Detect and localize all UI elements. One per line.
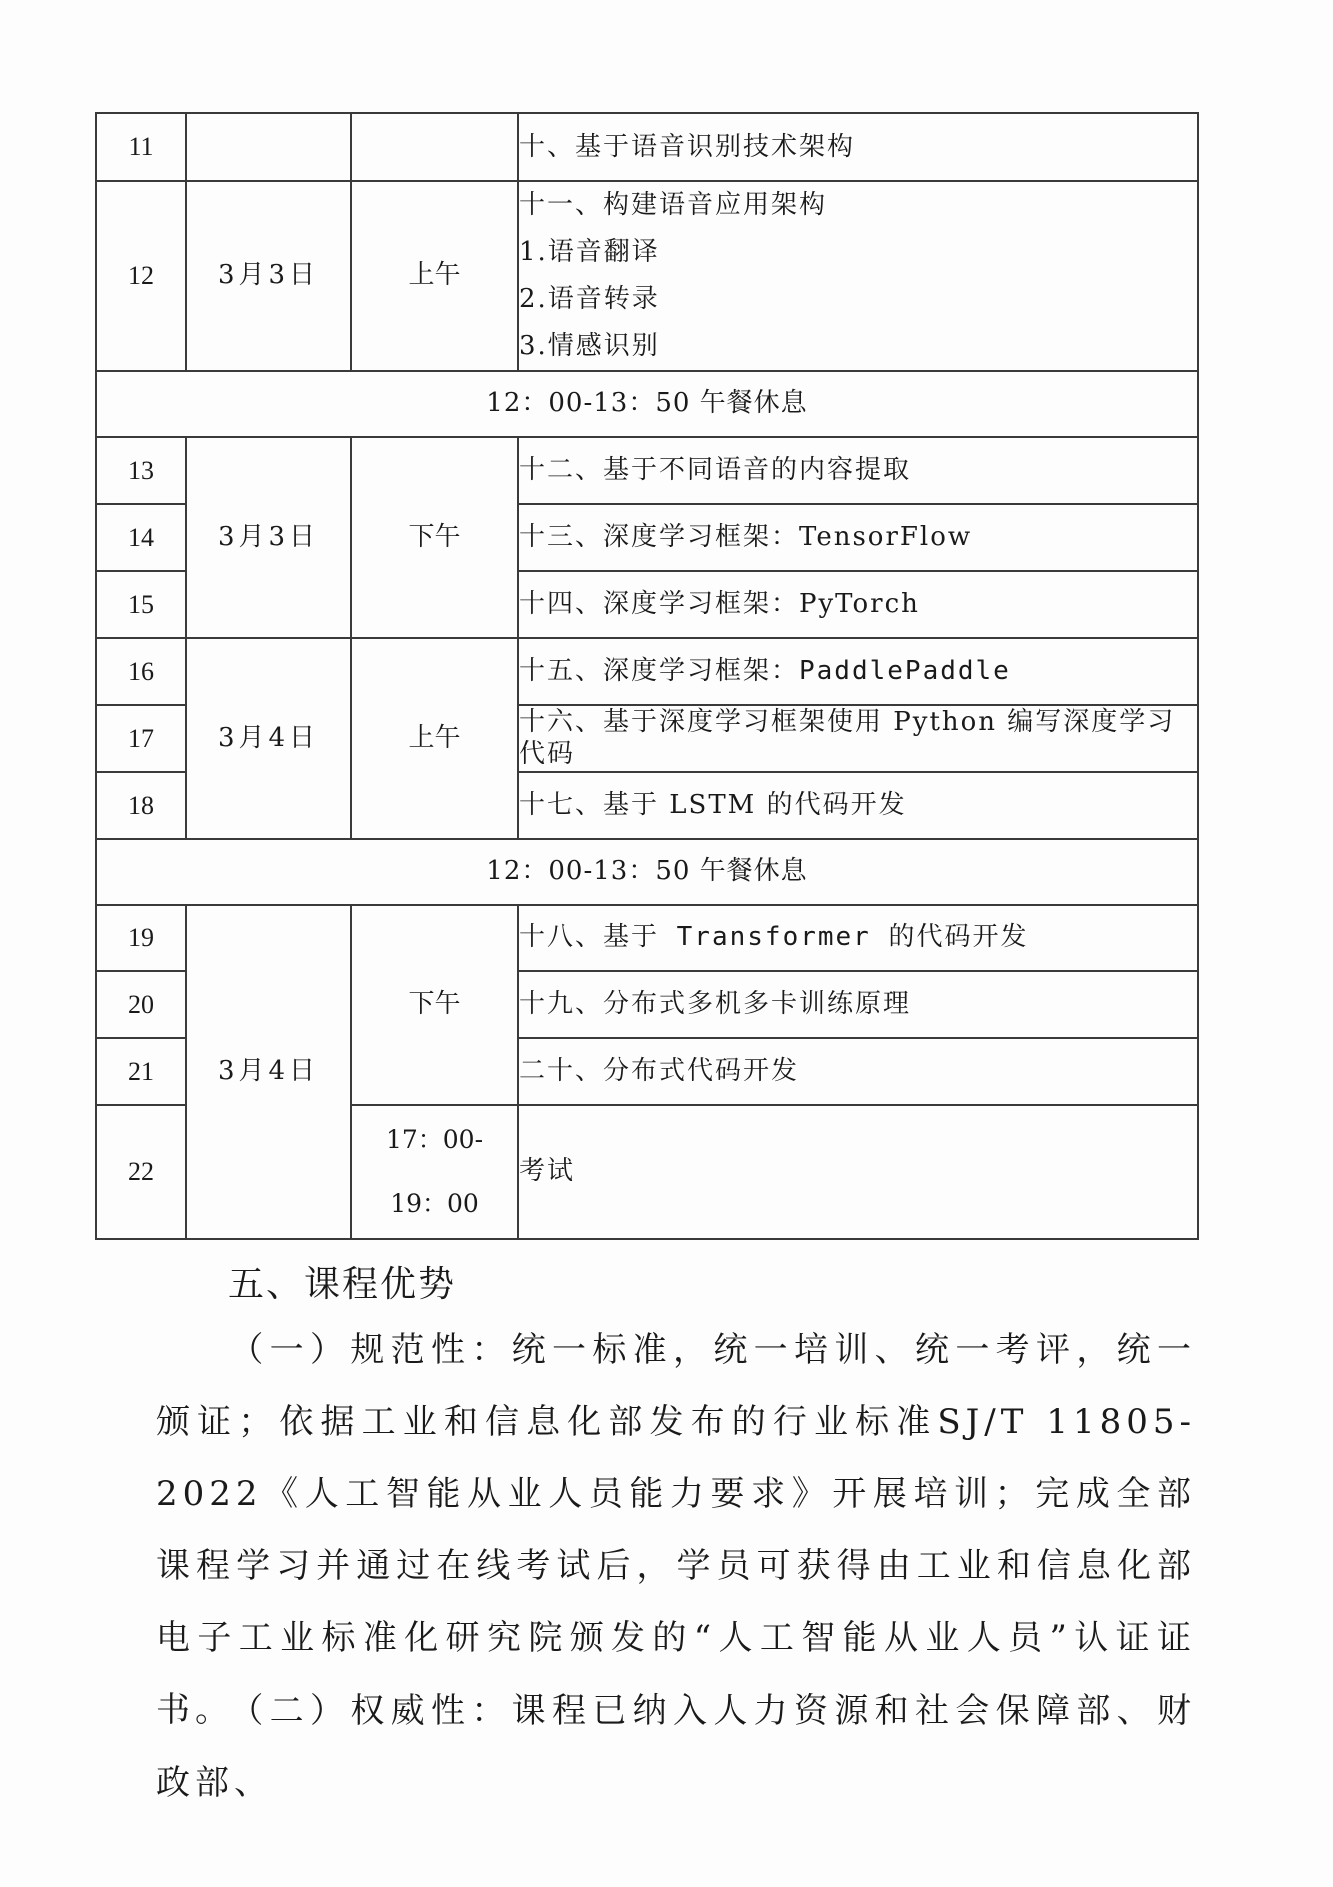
content-item: 十、基于语音识别技术架构 — [519, 131, 856, 162]
row-number: 12 — [96, 181, 186, 371]
period-cell: 下午 — [351, 905, 518, 1105]
row-number: 16 — [96, 638, 186, 705]
period-cell — [351, 113, 518, 181]
table-row — [96, 113, 1198, 181]
date-cell — [186, 113, 351, 181]
content-cell: 考试 — [518, 1105, 1198, 1239]
row-number: 21 — [96, 1038, 186, 1105]
content-cell — [518, 181, 1198, 371]
date-cell: 3月3日 — [186, 437, 351, 638]
row-number: 18 — [96, 772, 186, 839]
course-schedule-table — [95, 112, 1199, 1240]
date-cell: 3月4日 — [186, 905, 351, 1239]
content-cell: 十三、深度学习框架：TensorFlow — [518, 504, 1198, 571]
content-cell: 十六、基于深度学习框架使用 Python 编写深度学习代码 — [518, 705, 1198, 772]
table-row — [96, 905, 1198, 971]
content-item: 3.情感识别 — [519, 331, 660, 361]
table-row — [96, 437, 1198, 504]
row-number: 14 — [96, 504, 186, 571]
content-cell: 十二、基于不同语音的内容提取 — [518, 437, 1198, 504]
lunch-break-label: 12：00-13：50 午餐休息 — [96, 371, 1198, 437]
content-cell: 十四、深度学习框架：PyTorch — [518, 571, 1198, 638]
paragraph-text: （一）规范性：统一标准，统一培训、统一考评，统一颁证；依据工业和信息化部发布的行业标准SJ/T 11805-2022《人工智能从业人员能力要求》开展培训；完成全部课程学习并通过在线考试后，学员可获得由工业和信息化部电子工业标准化研究院颁发的“人工智能从业人员”认证证书。 — [156, 1330, 1196, 1730]
row-number: 20 — [96, 971, 186, 1038]
content-cell: 十五、深度学习框架：PaddlePaddle — [518, 638, 1198, 705]
row-number: 22 — [96, 1105, 186, 1239]
content-item: 十一、构建语音应用架构 — [519, 190, 828, 220]
row-number: 19 — [96, 905, 186, 971]
period-cell: 上午 — [351, 638, 518, 839]
table-row — [96, 638, 1198, 705]
paragraph — [156, 1675, 1196, 1819]
content-cell: 十七、基于 LSTM 的代码开发 — [518, 772, 1198, 839]
time-end: 19：00 — [390, 1189, 479, 1218]
date-cell: 3月3日 — [186, 181, 351, 371]
row-number: 13 — [96, 437, 186, 504]
paragraph-text: （二）权威性：课程已纳入人力资源和社会保障部、财政部、 — [156, 1691, 1196, 1803]
row-number: 11 — [96, 113, 186, 181]
content-cell — [518, 113, 1198, 181]
row-number: 17 — [96, 705, 186, 772]
time-start: 17：00- — [385, 1125, 484, 1154]
content-item: 1.语音翻译 — [519, 237, 660, 267]
date-cell: 3月4日 — [186, 638, 351, 839]
lunch-break-row — [96, 371, 1198, 437]
lunch-break-row — [96, 839, 1198, 905]
row-number: 15 — [96, 571, 186, 638]
content-cell: 十九、分布式多机多卡训练原理 — [518, 971, 1198, 1038]
period-cell: 上午 — [351, 181, 518, 371]
period-cell: 下午 — [351, 437, 518, 638]
lunch-break-label: 12：00-13：50 午餐休息 — [96, 839, 1198, 905]
content-item: 2.语音转录 — [519, 284, 660, 314]
table-row — [96, 181, 1198, 371]
content-cell: 十八、基于 Transformer 的代码开发 — [518, 905, 1198, 971]
time-cell — [351, 1105, 518, 1239]
content-cell: 二十、分布式代码开发 — [518, 1038, 1198, 1105]
section-heading: 五、课程优势 — [228, 1264, 457, 1305]
